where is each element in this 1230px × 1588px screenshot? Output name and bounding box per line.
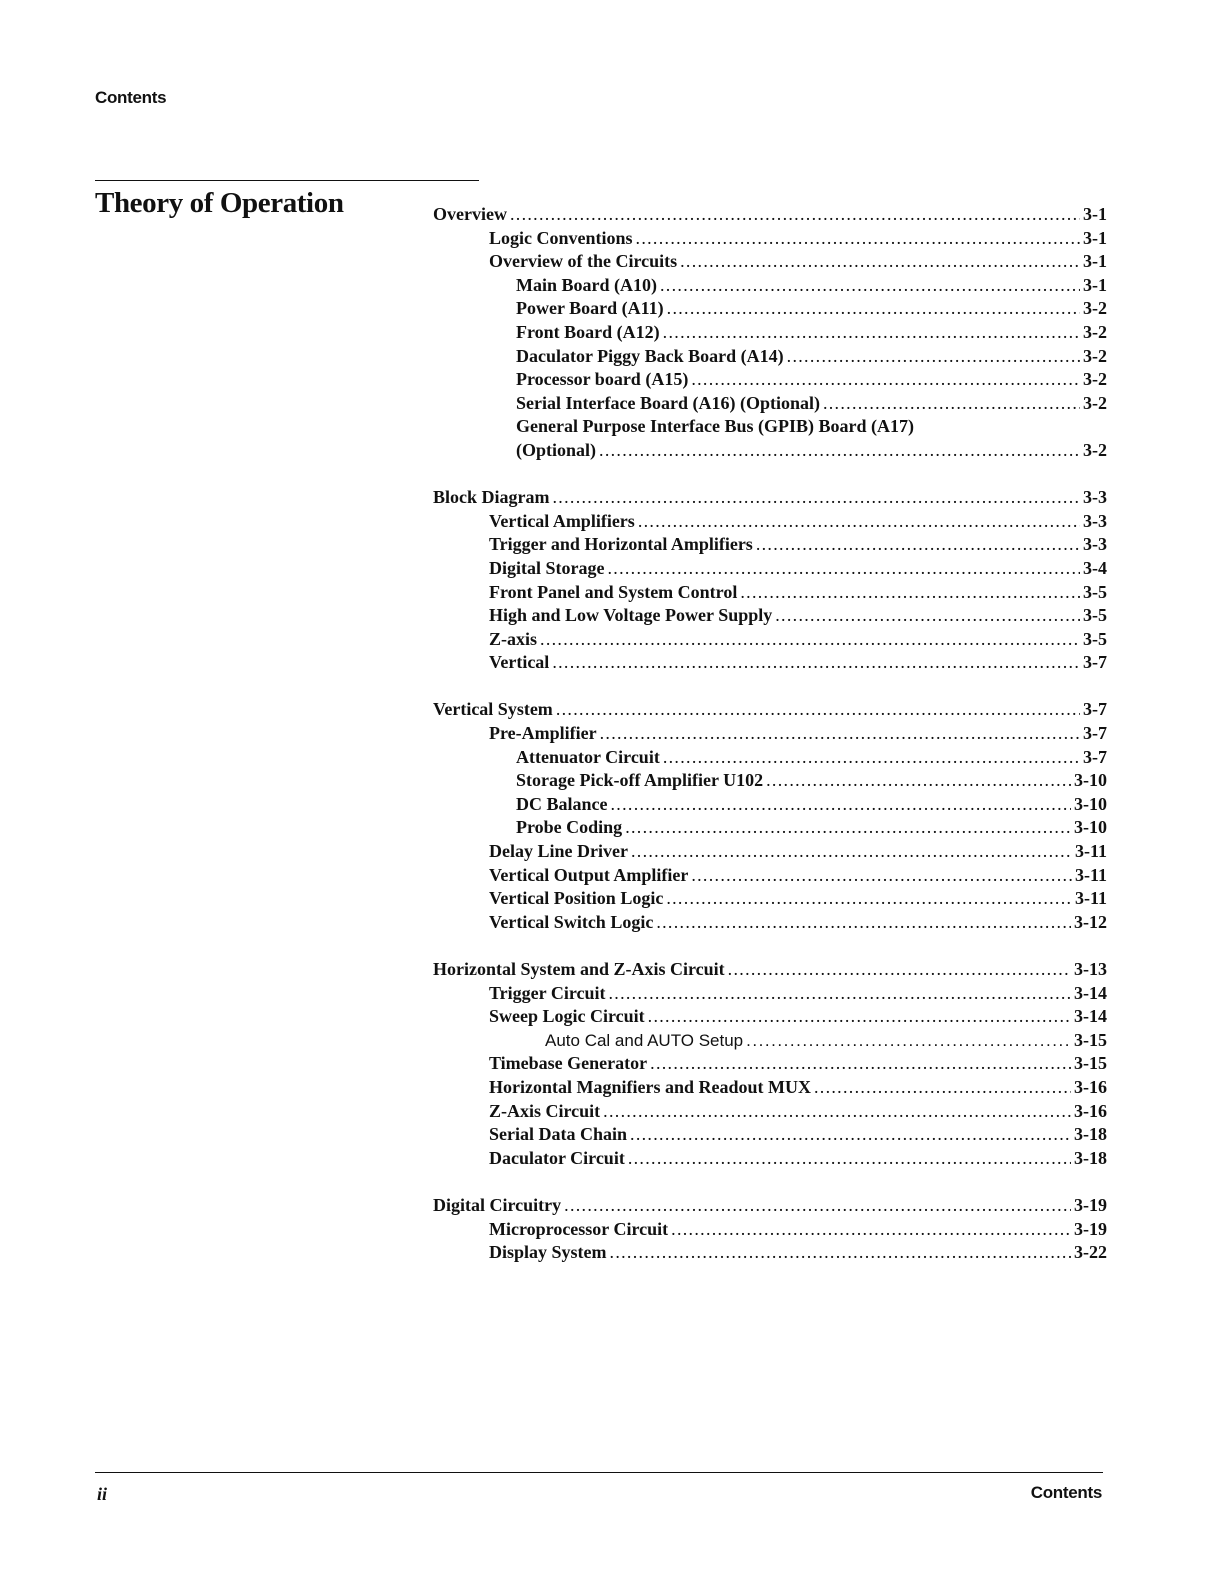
section-title: Theory of Operation <box>95 187 344 219</box>
toc-entry-page: 3-14 <box>1074 1006 1107 1027</box>
toc-dot-leader <box>656 911 1071 935</box>
toc-dot-leader <box>691 368 1080 392</box>
toc-dot-leader <box>766 769 1071 793</box>
toc-entry[interactable] <box>433 533 1107 557</box>
toc-entry-page: 3-16 <box>1074 1076 1107 1097</box>
toc-entry-title: Z-axis <box>489 628 538 649</box>
toc-entry-title: Trigger and Horizontal Amplifiers <box>489 534 753 555</box>
toc-entry[interactable] <box>433 840 1107 864</box>
toc-entry[interactable] <box>433 557 1107 581</box>
toc-entry[interactable] <box>433 887 1107 911</box>
toc-dot-leader <box>552 651 1080 675</box>
toc-dot-leader <box>638 510 1080 534</box>
toc-entry-title: Daculator Circuit <box>489 1147 625 1168</box>
toc-entry-page: 3-5 <box>1083 628 1107 649</box>
toc-entry[interactable] <box>433 392 1107 416</box>
toc-entry[interactable] <box>433 581 1107 605</box>
toc-entry[interactable] <box>433 911 1107 935</box>
toc-entry-title: Vertical Position Logic <box>489 888 664 909</box>
toc-dot-leader <box>540 628 1080 652</box>
toc-entry[interactable] <box>433 604 1107 628</box>
toc-entry-title: Serial Interface Board (A16) (Optional) <box>516 392 820 413</box>
toc-entry-page: 3-15 <box>1074 1053 1107 1074</box>
toc-entry-title: Digital Circuitry <box>433 1194 562 1215</box>
toc-entry-page: 3-7 <box>1083 652 1107 673</box>
toc-dot-leader <box>823 392 1080 416</box>
running-foot: Contents <box>1030 1483 1102 1502</box>
toc-dot-leader <box>564 1194 1071 1218</box>
toc-entry-page: 3-2 <box>1083 321 1107 342</box>
toc-entry-page: 3-5 <box>1083 581 1107 602</box>
toc-dot-leader <box>611 793 1072 817</box>
toc-dot-leader <box>630 1123 1071 1147</box>
toc-dot-leader <box>556 698 1080 722</box>
toc-entry[interactable] <box>433 510 1107 534</box>
toc-entry-page: 3-16 <box>1074 1100 1107 1121</box>
toc-entry-title: Serial Data Chain <box>489 1124 628 1145</box>
toc-entry[interactable] <box>433 345 1107 369</box>
toc-entry[interactable] <box>433 651 1107 675</box>
toc-dot-leader <box>740 581 1080 605</box>
toc-dot-leader <box>775 604 1080 628</box>
toc-entry-title: Horizontal System and Z-Axis Circuit <box>433 959 725 979</box>
toc-entry-title: High and Low Voltage Power Supply <box>489 605 773 626</box>
toc-entry[interactable] <box>433 1194 1107 1218</box>
toc-entry[interactable] <box>433 1218 1107 1242</box>
toc-entry[interactable] <box>433 1052 1107 1076</box>
section-rule <box>95 180 479 181</box>
toc-entry-page: 3-10 <box>1074 817 1107 838</box>
toc-entry-page: 3-1 <box>1083 251 1107 272</box>
toc-entry[interactable] <box>433 274 1107 298</box>
toc-entry[interactable] <box>433 1100 1107 1124</box>
toc-entry-title: Vertical Amplifiers <box>489 510 635 531</box>
toc-entry[interactable] <box>433 439 1107 463</box>
toc-dot-leader <box>680 250 1080 274</box>
toc-dot-leader <box>553 486 1081 510</box>
page-number: ii <box>97 1484 108 1504</box>
toc-entry-title: Daculator Piggy Back Board (A14) <box>516 345 784 366</box>
toc-entry-title: Front Board (A12) <box>516 321 660 342</box>
toc-entry[interactable] <box>433 1029 1107 1053</box>
toc-entry-title: Vertical System <box>433 699 553 720</box>
toc-entry-title: Digital Storage <box>489 557 605 578</box>
toc-entry-title: Pre-Amplifier <box>489 723 597 744</box>
toc-entry-title: Vertical <box>489 652 550 673</box>
toc-entry-title: Probe Coding <box>516 817 623 838</box>
toc-entry-page: 3-19 <box>1074 1194 1107 1215</box>
footer-rule <box>95 1472 1103 1473</box>
toc-entry[interactable] <box>433 321 1107 345</box>
toc-dot-leader <box>663 746 1080 770</box>
toc-entry-page: 3-7 <box>1083 746 1107 767</box>
running-head: Contents <box>95 88 167 107</box>
toc-entry-page: 3-1 <box>1083 227 1107 248</box>
toc-entry-title: Power Board (A11) <box>516 298 664 319</box>
toc-entry[interactable] <box>433 769 1107 793</box>
toc-entry-title: Front Panel and System Control <box>489 581 738 602</box>
toc-dot-leader <box>628 1147 1071 1171</box>
toc-entry-page: 3-18 <box>1074 1124 1107 1145</box>
toc-entry-title: Main Board (A10) <box>516 274 657 295</box>
toc-entry-title: General Purpose Interface Bus (GPIB) Board (A17) <box>516 416 914 437</box>
toc-dot-leader <box>648 1005 1071 1029</box>
toc-entry[interactable] <box>433 415 1107 439</box>
toc-entry-title: Display System <box>489 1242 607 1263</box>
toc-entry-title: Vertical Switch Logic <box>489 911 654 932</box>
toc-entry[interactable] <box>433 1076 1107 1100</box>
toc-dot-leader <box>691 864 1072 888</box>
toc-entry-page: 3-3 <box>1083 487 1107 508</box>
toc-entry[interactable] <box>433 250 1107 274</box>
toc-dot-leader <box>603 1100 1071 1124</box>
toc-entry-title: Timebase Generator <box>489 1053 648 1074</box>
toc-dot-leader <box>666 887 1072 911</box>
toc-dot-leader <box>660 274 1080 298</box>
toc-entry-page: 3-5 <box>1083 605 1107 626</box>
toc-entry-title: Trigger Circuit <box>489 982 606 1003</box>
toc-entry[interactable] <box>433 297 1107 321</box>
toc-dot-leader <box>610 1241 1071 1265</box>
toc-entry-page: 3-19 <box>1074 1218 1107 1239</box>
toc-entry-page: 3-18 <box>1074 1147 1107 1168</box>
toc-entry-page: 3-2 <box>1083 345 1107 366</box>
toc-entry[interactable] <box>433 203 1107 227</box>
toc-entry-page: 3-11 <box>1074 888 1107 909</box>
toc-dot-leader <box>599 439 1080 463</box>
toc-entry-title: Overview <box>433 204 507 224</box>
toc-dot-leader <box>663 321 1080 345</box>
toc-entry-page: 3-2 <box>1083 298 1107 319</box>
toc-entry[interactable] <box>433 486 1107 510</box>
toc-entry-title: Sweep Logic Circuit <box>489 1006 645 1027</box>
toc-entry[interactable] <box>433 227 1107 251</box>
toc-entry[interactable] <box>433 982 1107 1006</box>
toc-dot-leader <box>787 345 1080 369</box>
toc-entry-page: 3-2 <box>1083 392 1107 413</box>
toc-entry-page: 3-22 <box>1074 1242 1107 1263</box>
toc-entry-page: 3-11 <box>1074 864 1107 885</box>
toc-dot-leader <box>814 1076 1071 1100</box>
toc-entry-title: (Optional) <box>516 439 597 460</box>
toc-entry[interactable] <box>433 1005 1107 1029</box>
toc-entry-page: 3-11 <box>1074 841 1107 862</box>
toc-entry[interactable] <box>433 368 1107 392</box>
toc-entry-page: 3-7 <box>1083 699 1107 720</box>
toc-dot-leader <box>671 1218 1071 1242</box>
toc-dot-leader <box>510 203 1080 227</box>
toc-entry-page: 3-15 <box>1074 1029 1107 1050</box>
toc-entry-page: 3-1 <box>1083 274 1107 295</box>
toc-entry-title: Horizontal Magnifiers and Readout MUX <box>489 1076 811 1097</box>
toc-entry[interactable] <box>433 958 1107 982</box>
toc-entry[interactable] <box>433 1123 1107 1147</box>
toc-entry-title: Storage Pick-off Amplifier U102 <box>516 770 764 791</box>
toc-entry-page: 3-14 <box>1074 982 1107 1003</box>
toc-dot-leader <box>746 1029 1071 1053</box>
toc-entry-page: 3-10 <box>1074 793 1107 814</box>
toc-entry-title: Logic Conventions <box>489 227 633 248</box>
toc-dot-leader <box>636 227 1080 251</box>
toc-entry-page: 3-3 <box>1083 510 1107 531</box>
toc-entry-title: Attenuator Circuit <box>516 746 660 767</box>
toc-dot-leader <box>728 958 1071 982</box>
toc-entry[interactable] <box>433 698 1107 722</box>
toc-entry-title: Z-Axis Circuit <box>489 1100 601 1121</box>
toc-entry[interactable] <box>433 1147 1107 1171</box>
toc-entry[interactable] <box>433 793 1107 817</box>
toc-entry-title: Vertical Output Amplifier <box>489 864 689 885</box>
toc-entry-title: DC Balance <box>516 793 608 814</box>
toc-entry-title: Overview of the Circuits <box>489 251 678 272</box>
toc-entry-page: 3-1 <box>1083 204 1107 224</box>
toc-entry-title: Processor board (A15) <box>516 369 689 390</box>
toc-entry[interactable] <box>433 722 1107 746</box>
toc-entry-page: 3-13 <box>1074 959 1107 979</box>
toc-dot-leader <box>650 1052 1071 1076</box>
toc-dot-leader <box>600 722 1080 746</box>
table-of-contents <box>433 203 1107 1265</box>
toc-entry-title: Block Diagram <box>433 487 550 508</box>
toc-entry[interactable] <box>433 1241 1107 1265</box>
toc-dot-leader <box>631 840 1072 864</box>
toc-entry-title: Microprocessor Circuit <box>489 1218 669 1239</box>
toc-entry-page: 3-3 <box>1083 534 1107 555</box>
toc-entry-title: Auto Cal and AUTO Setup <box>545 1030 744 1050</box>
toc-entry[interactable] <box>433 816 1107 840</box>
toc-entry[interactable] <box>433 628 1107 652</box>
toc-dot-leader <box>756 533 1080 557</box>
toc-entry-title: Delay Line Driver <box>489 841 628 862</box>
toc-entry[interactable] <box>433 864 1107 888</box>
toc-dot-leader <box>608 982 1071 1006</box>
toc-entry-page: 3-2 <box>1083 369 1107 390</box>
toc-entry[interactable] <box>433 746 1107 770</box>
toc-dot-leader <box>607 557 1080 581</box>
toc-entry-page: 3-12 <box>1074 911 1107 932</box>
toc-entry-page: 3-7 <box>1083 723 1107 744</box>
toc-entry-page: 3-4 <box>1083 557 1107 578</box>
toc-dot-leader <box>667 297 1080 321</box>
toc-entry-page: 3-2 <box>1083 439 1107 460</box>
toc-dot-leader <box>625 816 1071 840</box>
toc-entry-page: 3-10 <box>1074 770 1107 791</box>
